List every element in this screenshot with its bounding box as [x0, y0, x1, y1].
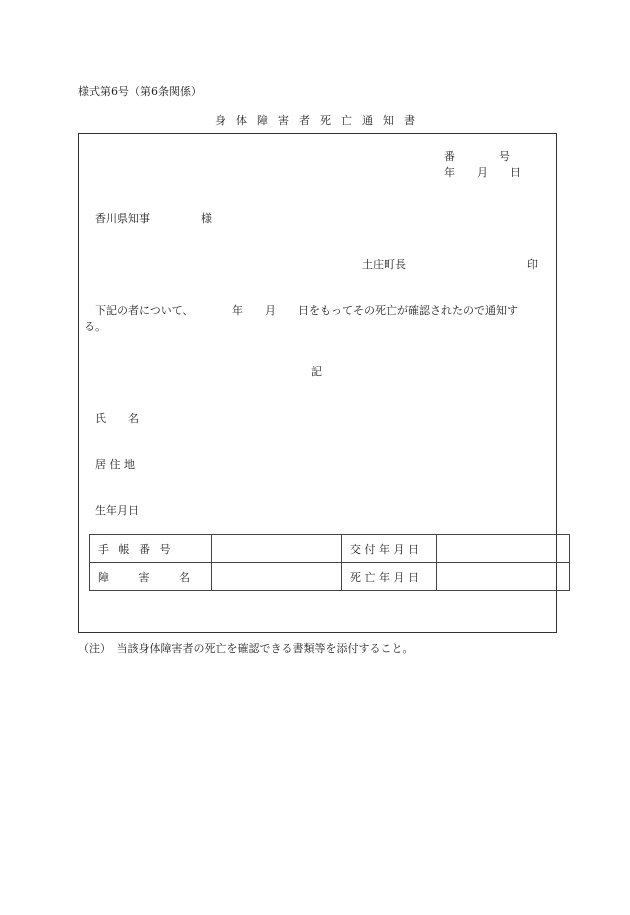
issue-date-label: 交 付 年 月 日 [342, 535, 437, 563]
table-row [90, 535, 570, 563]
seal-mark: 印 [527, 258, 538, 271]
info-table [89, 534, 570, 591]
title-char: 身 [215, 114, 226, 127]
sender: 土庄町長 [362, 258, 406, 271]
title-char: 死 [320, 114, 331, 127]
handbook-number-label: 手 帳 番 号 [90, 535, 212, 563]
ki-heading: 記 [311, 365, 322, 378]
body-text-line1: 下記の者について、 年 月 日をもってその死亡が確認されたので通知す [95, 304, 519, 317]
title-char: 者 [299, 114, 310, 127]
number-label: 番 号 [444, 150, 510, 163]
footnote: （注） 当該身体障害者の死亡を確認できる書類等を添付すること。 [78, 642, 414, 655]
title-char: 知 [383, 114, 394, 127]
addressee: 香川県知事 [95, 212, 150, 225]
body-text-line2: る。 [84, 320, 106, 333]
title-char: 書 [404, 114, 415, 127]
field-birthdate: 生年月日 [95, 504, 139, 517]
title-char: 障 [257, 114, 268, 127]
title-char: 亡 [341, 114, 352, 127]
document-title [0, 112, 630, 128]
disability-name-label: 障 害 名 [90, 563, 212, 591]
handbook-number-value [212, 535, 342, 563]
title-char: 体 [236, 114, 247, 127]
death-date-label: 死 亡 年 月 日 [342, 563, 437, 591]
table-row [90, 563, 570, 591]
title-char: 害 [278, 114, 289, 127]
death-date-value [437, 563, 570, 591]
honorific: 様 [201, 212, 212, 225]
disability-name-value [212, 563, 342, 591]
issue-date-value [437, 535, 570, 563]
form-number: 様式第6号（第6条関係） [78, 85, 202, 98]
field-address: 居 住 地 [95, 458, 135, 471]
field-name: 氏 名 [95, 412, 139, 425]
date-label: 年 月 日 [444, 166, 521, 179]
title-char: 通 [362, 114, 373, 127]
